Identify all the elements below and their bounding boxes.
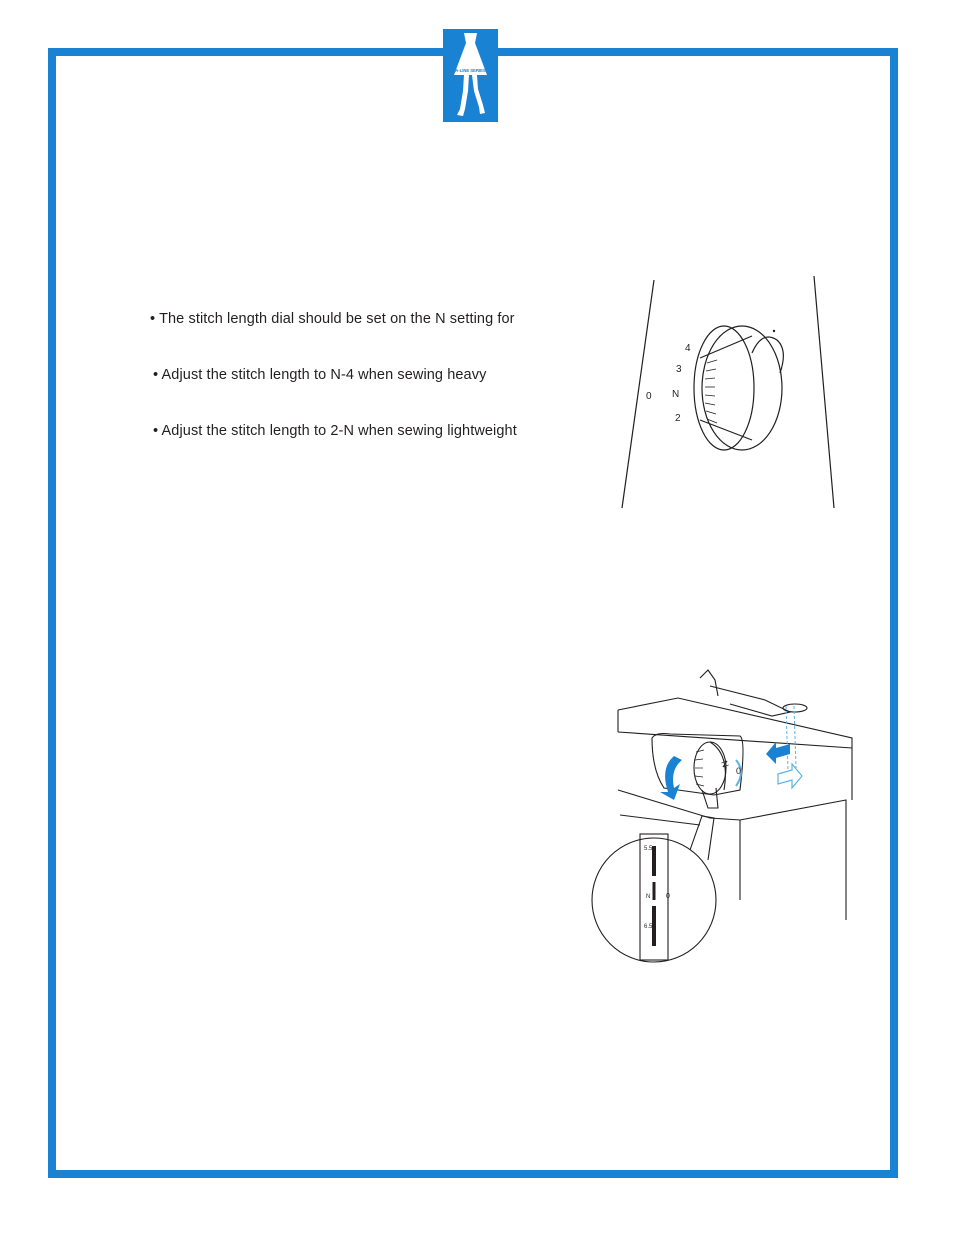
dial-mark-0: 0 [736,766,742,776]
stitch-length-dial-illustration [612,268,842,513]
dial-mark-0: 0 [646,391,652,402]
inset-mark-bottom: 6.5 [644,924,653,930]
fabric-backward-arrow-icon [766,742,790,764]
dial-mark-4: 4 [685,343,691,354]
inset-mark-top: 5.5 [644,846,653,852]
instruction-heavy-fabric: • Adjust the stitch length to N-4 when sewing heavy [153,367,487,383]
dial-mark-3: 3 [676,364,682,375]
instruction-lightweight-fabric: • Adjust the stitch length to 2-N when sewing lightweight [153,423,517,439]
dial-mark-n: N [672,389,680,400]
inset-mark-0: 0 [666,893,670,900]
dial-mark-2: 2 [675,413,681,424]
dial-mark-n: N [719,759,731,769]
stitch-dial-direction-illustration [590,660,860,975]
logo-lettering: A-LINE SERIES [455,68,486,73]
woman-silhouette-icon [443,29,498,122]
a-line-series-logo [443,29,498,122]
fabric-forward-arrow-icon [778,764,802,788]
inset-mark-n: N [646,894,651,900]
page-border-frame [48,48,898,1178]
rotate-forward-arrow-icon [660,756,682,800]
instruction-normal-setting: • The stitch length dial should be set on the N setting for [150,311,515,327]
